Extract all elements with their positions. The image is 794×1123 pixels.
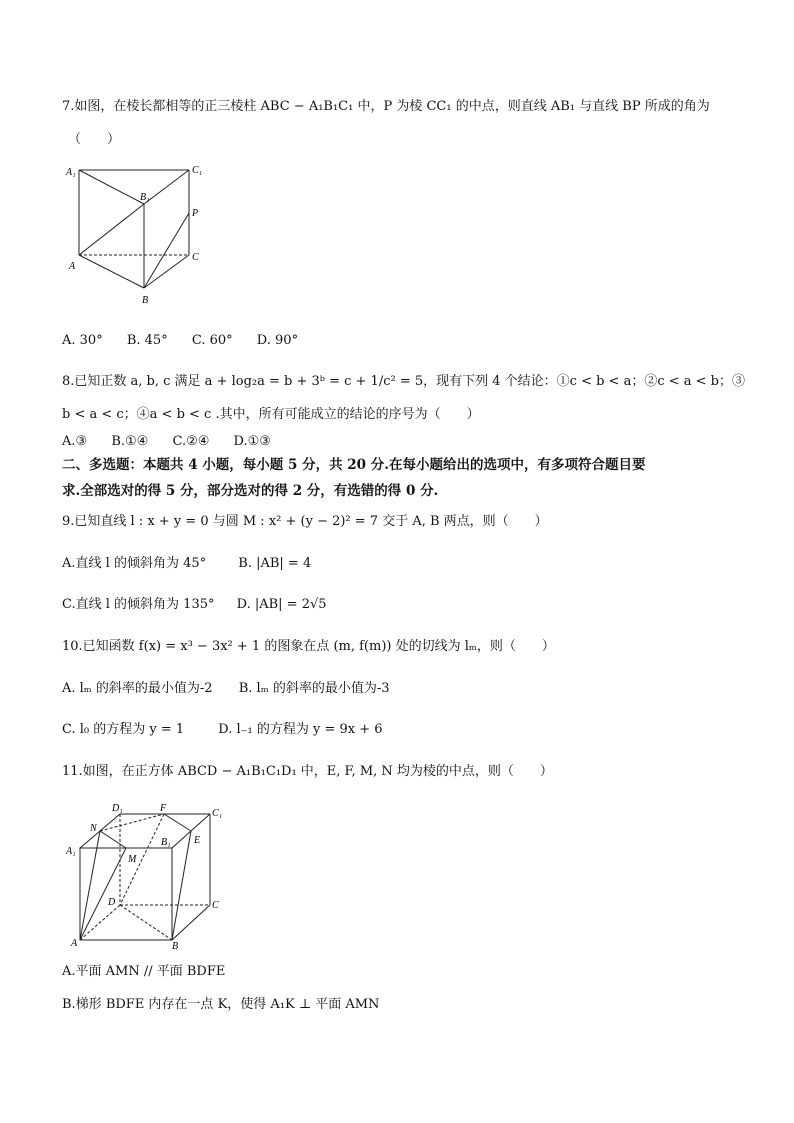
q11-option-b[interactable]: B.梯形 BDFE 内存在一点 K，使得 A₁K ⊥ 平面 AMN bbox=[62, 997, 380, 1012]
q7-paren: （ ） bbox=[68, 132, 121, 147]
label-B: B bbox=[142, 295, 149, 306]
q8-options bbox=[62, 433, 291, 451]
q8-option-a[interactable]: A.③ bbox=[62, 434, 88, 449]
label-B: B bbox=[172, 941, 179, 952]
label-A1: A₁ bbox=[66, 167, 76, 178]
label-C1: C₁ bbox=[212, 808, 223, 819]
label-D: D bbox=[108, 897, 116, 908]
q9-option-row2 bbox=[62, 596, 327, 614]
q10-option-d[interactable]: D. l₋₁ 的方程为 y = 9x + 6 bbox=[218, 722, 383, 737]
section2-heading-line1: 二、多选题：本题共 4 小题，每小题 5 分，共 20 分.在每小题给出的选项中，有多项符合题目要 bbox=[62, 457, 646, 473]
q7-option-d[interactable]: D. 90° bbox=[256, 333, 299, 348]
cube-figure bbox=[62, 800, 232, 952]
q9-option-c[interactable]: C.直线 l 的倾斜角为 135° bbox=[62, 597, 215, 612]
q7-option-c[interactable]: C. 60° bbox=[191, 333, 233, 348]
label-E: E bbox=[194, 835, 201, 846]
q10-option-b[interactable]: B. lₘ 的斜率的最小值为-3 bbox=[238, 681, 390, 696]
q7-stem: 7.如图，在棱长都相等的正三棱柱 ABC − A₁B₁C₁ 中，P 为棱 CC₁ 的中点，则直线 AB₁ 与直线 BP 所成的角为 bbox=[62, 99, 710, 114]
label-F: F bbox=[160, 803, 167, 814]
q11-stem: 11.如图，在正方体 ABCD − A₁B₁C₁D₁ 中，E, F, M, N 均为棱的中点，则（ ） bbox=[62, 764, 553, 779]
label-M: M bbox=[128, 854, 137, 865]
q8-option-d[interactable]: D.①③ bbox=[233, 434, 271, 449]
q10-option-a[interactable]: A. lₘ 的斜率的最小值为-2 bbox=[62, 681, 213, 696]
q8-stem-line1: 8.已知正数 a, b, c 满足 a + log₂a = b + 3ᵇ = c + 1/c² = 5，现有下列 4 个结论：①c < b < a；②c < a < b；③ bbox=[62, 374, 746, 389]
label-P: P bbox=[192, 208, 199, 219]
q8-stem-line2: b < a < c；④a < b < c .其中，所有可能成立的结论的序号为（ ） bbox=[62, 407, 480, 422]
q7-options bbox=[62, 332, 318, 350]
section2-heading-line2: 求.全部选对的得 5 分，部分选对的得 2 分，有选错的得 0 分. bbox=[62, 483, 439, 499]
label-A: A bbox=[71, 938, 78, 949]
label-C1: C₁ bbox=[192, 165, 203, 176]
q9-stem: 9.已知直线 l : x + y = 0 与圆 M : x² + (y − 2)² = 7 交于 A, B 两点，则（ ） bbox=[62, 514, 548, 529]
q9-option-b[interactable]: B. |AB| = 4 bbox=[238, 556, 312, 571]
prism-figure bbox=[62, 158, 212, 310]
label-C: C bbox=[212, 900, 219, 911]
label-A1: A₁ bbox=[66, 846, 76, 857]
q7-option-a[interactable]: A. 30° bbox=[62, 333, 103, 348]
q10-option-row2 bbox=[62, 721, 383, 739]
q8-option-b[interactable]: B.①④ bbox=[111, 434, 149, 449]
label-C: C bbox=[192, 252, 199, 263]
q9-option-d[interactable]: D. |AB| = 2√5 bbox=[236, 597, 327, 612]
label-A: A bbox=[69, 261, 76, 272]
q10-stem: 10.已知函数 f(x) = x³ − 3x² + 1 的图象在点 (m, f(m)) 处的切线为 lₘ，则（ ） bbox=[62, 639, 555, 654]
label-D1: D₁ bbox=[112, 803, 123, 814]
label-B1: B₁ bbox=[140, 192, 150, 203]
label-N: N bbox=[90, 823, 97, 834]
label-B1: B₁ bbox=[161, 837, 171, 848]
q9-option-row1 bbox=[62, 555, 311, 573]
q10-option-c[interactable]: C. l₀ 的方程为 y = 1 bbox=[62, 722, 185, 737]
q11-option-a[interactable]: A.平面 AMN // 平面 BDFE bbox=[62, 964, 226, 979]
q8-option-c[interactable]: C.②④ bbox=[172, 434, 210, 449]
q7-option-b[interactable]: B. 45° bbox=[126, 333, 168, 348]
q9-option-a[interactable]: A.直线 l 的倾斜角为 45° bbox=[62, 556, 207, 571]
q10-option-row1 bbox=[62, 680, 389, 698]
